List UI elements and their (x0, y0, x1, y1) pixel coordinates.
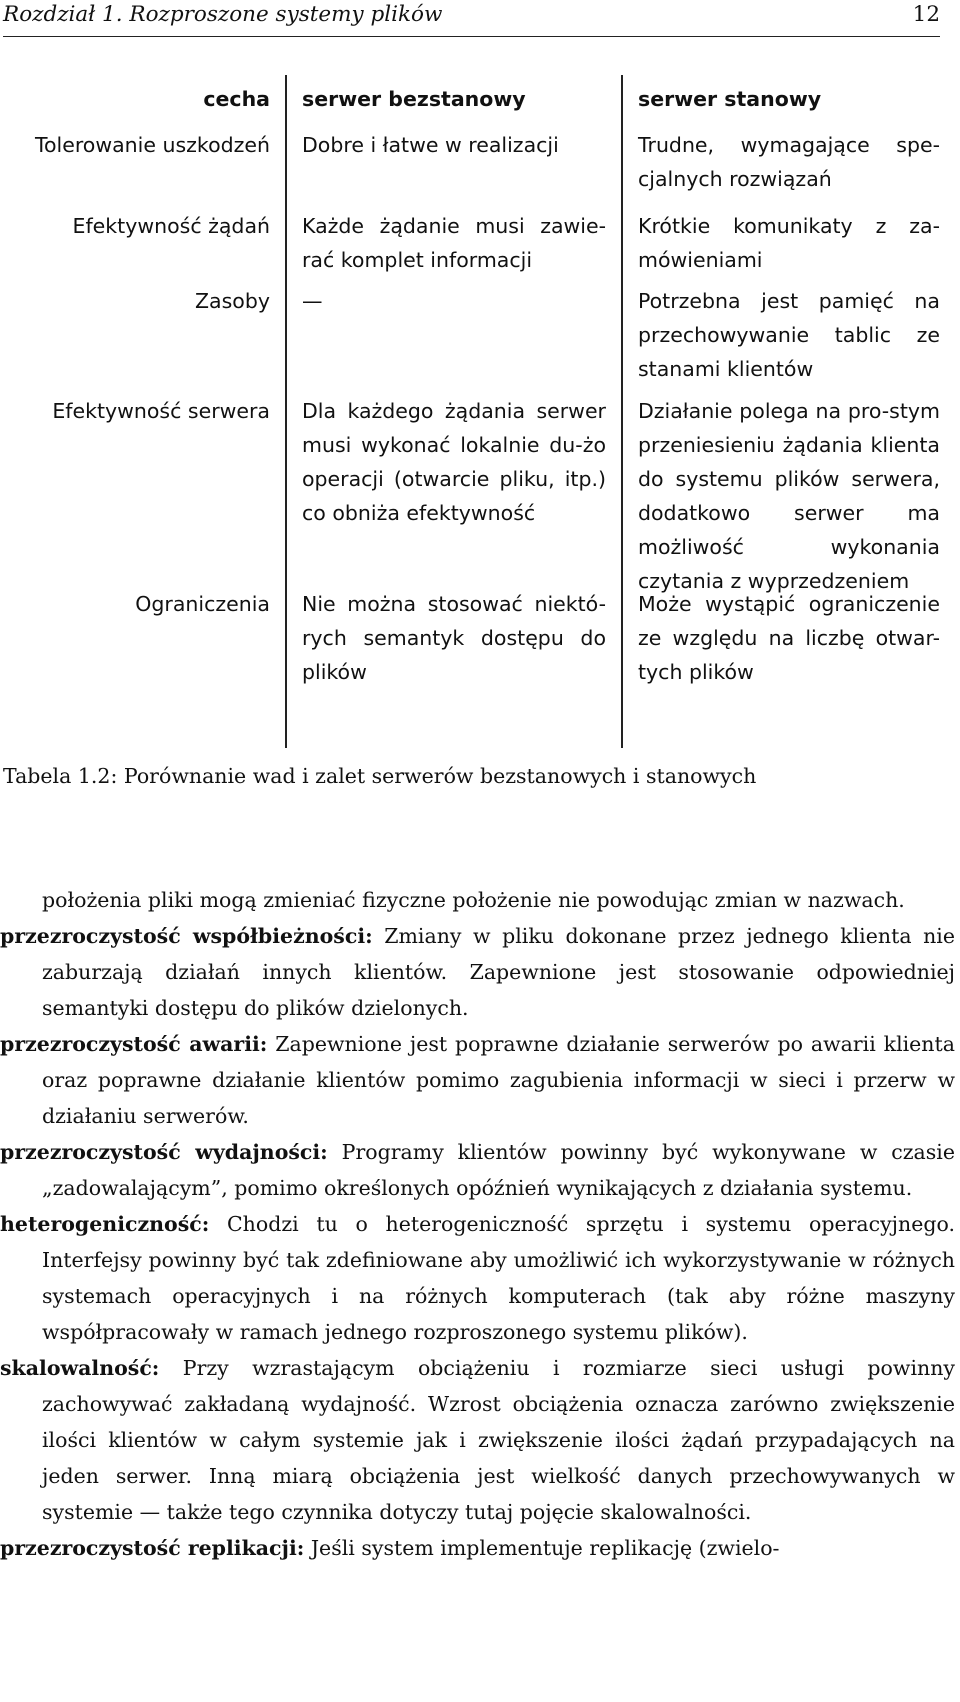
table-cell-stateful: Trudne, wymagające spe-cjalnych rozwiązań (638, 133, 940, 191)
table-caption: Tabela 1.2: Porównanie wad i zalet serwerów bezstanowych i stanowych (3, 764, 757, 788)
table-cell-feature: Efektywność serwera (52, 399, 270, 423)
definition-item (0, 1026, 955, 1134)
table-cell-stateless: — (302, 289, 323, 313)
definition-text: Chodzi tu o heterogeniczność sprzętu i systemu operacyjnego. Interfejsy powinny być tak zdefiniowane aby umożliwić ich wykorzystywanie w różnych systemach operacyjnych i na różnych komputerach (tak aby różne maszyny współpracowały w ramach jednego rozproszonego systemu plików). (42, 1212, 955, 1344)
definition-item (0, 1206, 955, 1350)
table-cell-stateless: Dobre i łatwe w realizacji (302, 133, 559, 157)
definition-item (0, 1134, 955, 1206)
body-text (0, 882, 955, 1566)
definition-text: Zapewnione jest poprawne działanie serwerów po awarii klienta oraz poprawne działanie klientów pomimo zagubienia informacji w sieci i przerw w działaniu serwerów. (42, 1032, 955, 1128)
table-cell-feature: Efektywność żądań (72, 214, 270, 238)
definition-term: przezroczystość współbieżności: (0, 924, 373, 948)
table-cell-stateless: Dla każdego żądania serwer musi wykonać lokalnie du-żo operacji (otwarcie pliku, itp.) co obniża efektywność (302, 399, 606, 525)
definition-text: Jeśli system implementuje replikację (zwielo- (310, 1536, 780, 1560)
table-cell-feature: Ograniczenia (135, 592, 270, 616)
table-column-divider (285, 75, 287, 748)
chapter-title: Rozdział 1. Rozproszone systemy plików (3, 2, 443, 27)
table-cell-stateless: Nie można stosować niektó-rych semantyk dostępu do plików (302, 592, 606, 684)
table-cell-stateful: Potrzebna jest pamięć na przechowywanie tablic ze stanami klientów (638, 289, 940, 381)
definition-term: przezroczystość awarii: (0, 1032, 268, 1056)
table-cell-stateful: Działanie polega na pro-stym przeniesieniu żądania klienta do systemu plików serwera, dodatkowo serwer ma możliwość wykonania czytania z wyprzedzeniem (638, 399, 940, 593)
continuation-paragraph: położenia pliki mogą zmieniać fizyczne położenie nie powodując zmian w nazwach. (42, 888, 905, 912)
definition-text: Programy klientów powinny być wykonywane w czasie „zadowalającym”, pomimo określonych opóźnień wynikających z działania systemu. (42, 1140, 955, 1200)
definition-item (0, 918, 955, 1026)
table-cell-stateless: Każde żądanie musi zawie-rać komplet informacji (302, 214, 606, 272)
definition-item (0, 1530, 955, 1566)
running-header (3, 0, 940, 37)
table-header-stateful: serwer stanowy (638, 87, 822, 111)
table-cell-feature: Zasoby (195, 289, 270, 313)
table-header-stateless: serwer bezstanowy (302, 87, 526, 111)
table-column-divider (621, 75, 623, 748)
table-header-feature: cecha (203, 87, 270, 111)
definition-text: Zmiany w pliku dokonane przez jednego klienta nie zaburzają działań innych klientów. Zapewnione jest stosowanie odpowiedniej semantyki dostępu do plików dzielonych. (42, 924, 955, 1020)
definition-term: heterogeniczność: (0, 1212, 210, 1236)
definition-term: przezroczystość replikacji: (0, 1536, 305, 1560)
definition-term: przezroczystość wydajności: (0, 1140, 328, 1164)
definition-text: Przy wzrastającym obciążeniu i rozmiarze sieci usługi powinny zachowywać zakładaną wydajność. Wzrost obciążenia oznacza zarówno zwiększenie ilości klientów w całym systemie jak i zwiększenie ilości żądań przypadających na jeden serwer. Inną miarą obciążenia jest wielkość danych przechowywanych w systemie — także tego czynnika dotyczy tutaj pojęcie skalowalności. (42, 1356, 955, 1524)
table-cell-stateful: Może wystąpić ograniczenie ze względu na liczbę otwar-tych plików (638, 592, 940, 684)
definition-item (0, 1350, 955, 1530)
table-cell-stateful: Krótkie komunikaty z za-mówieniami (638, 214, 940, 272)
definition-term: skalowalność: (0, 1356, 160, 1380)
table-cell-feature: Tolerowanie uszkodzeń (34, 133, 270, 157)
page-number: 12 (912, 2, 940, 27)
